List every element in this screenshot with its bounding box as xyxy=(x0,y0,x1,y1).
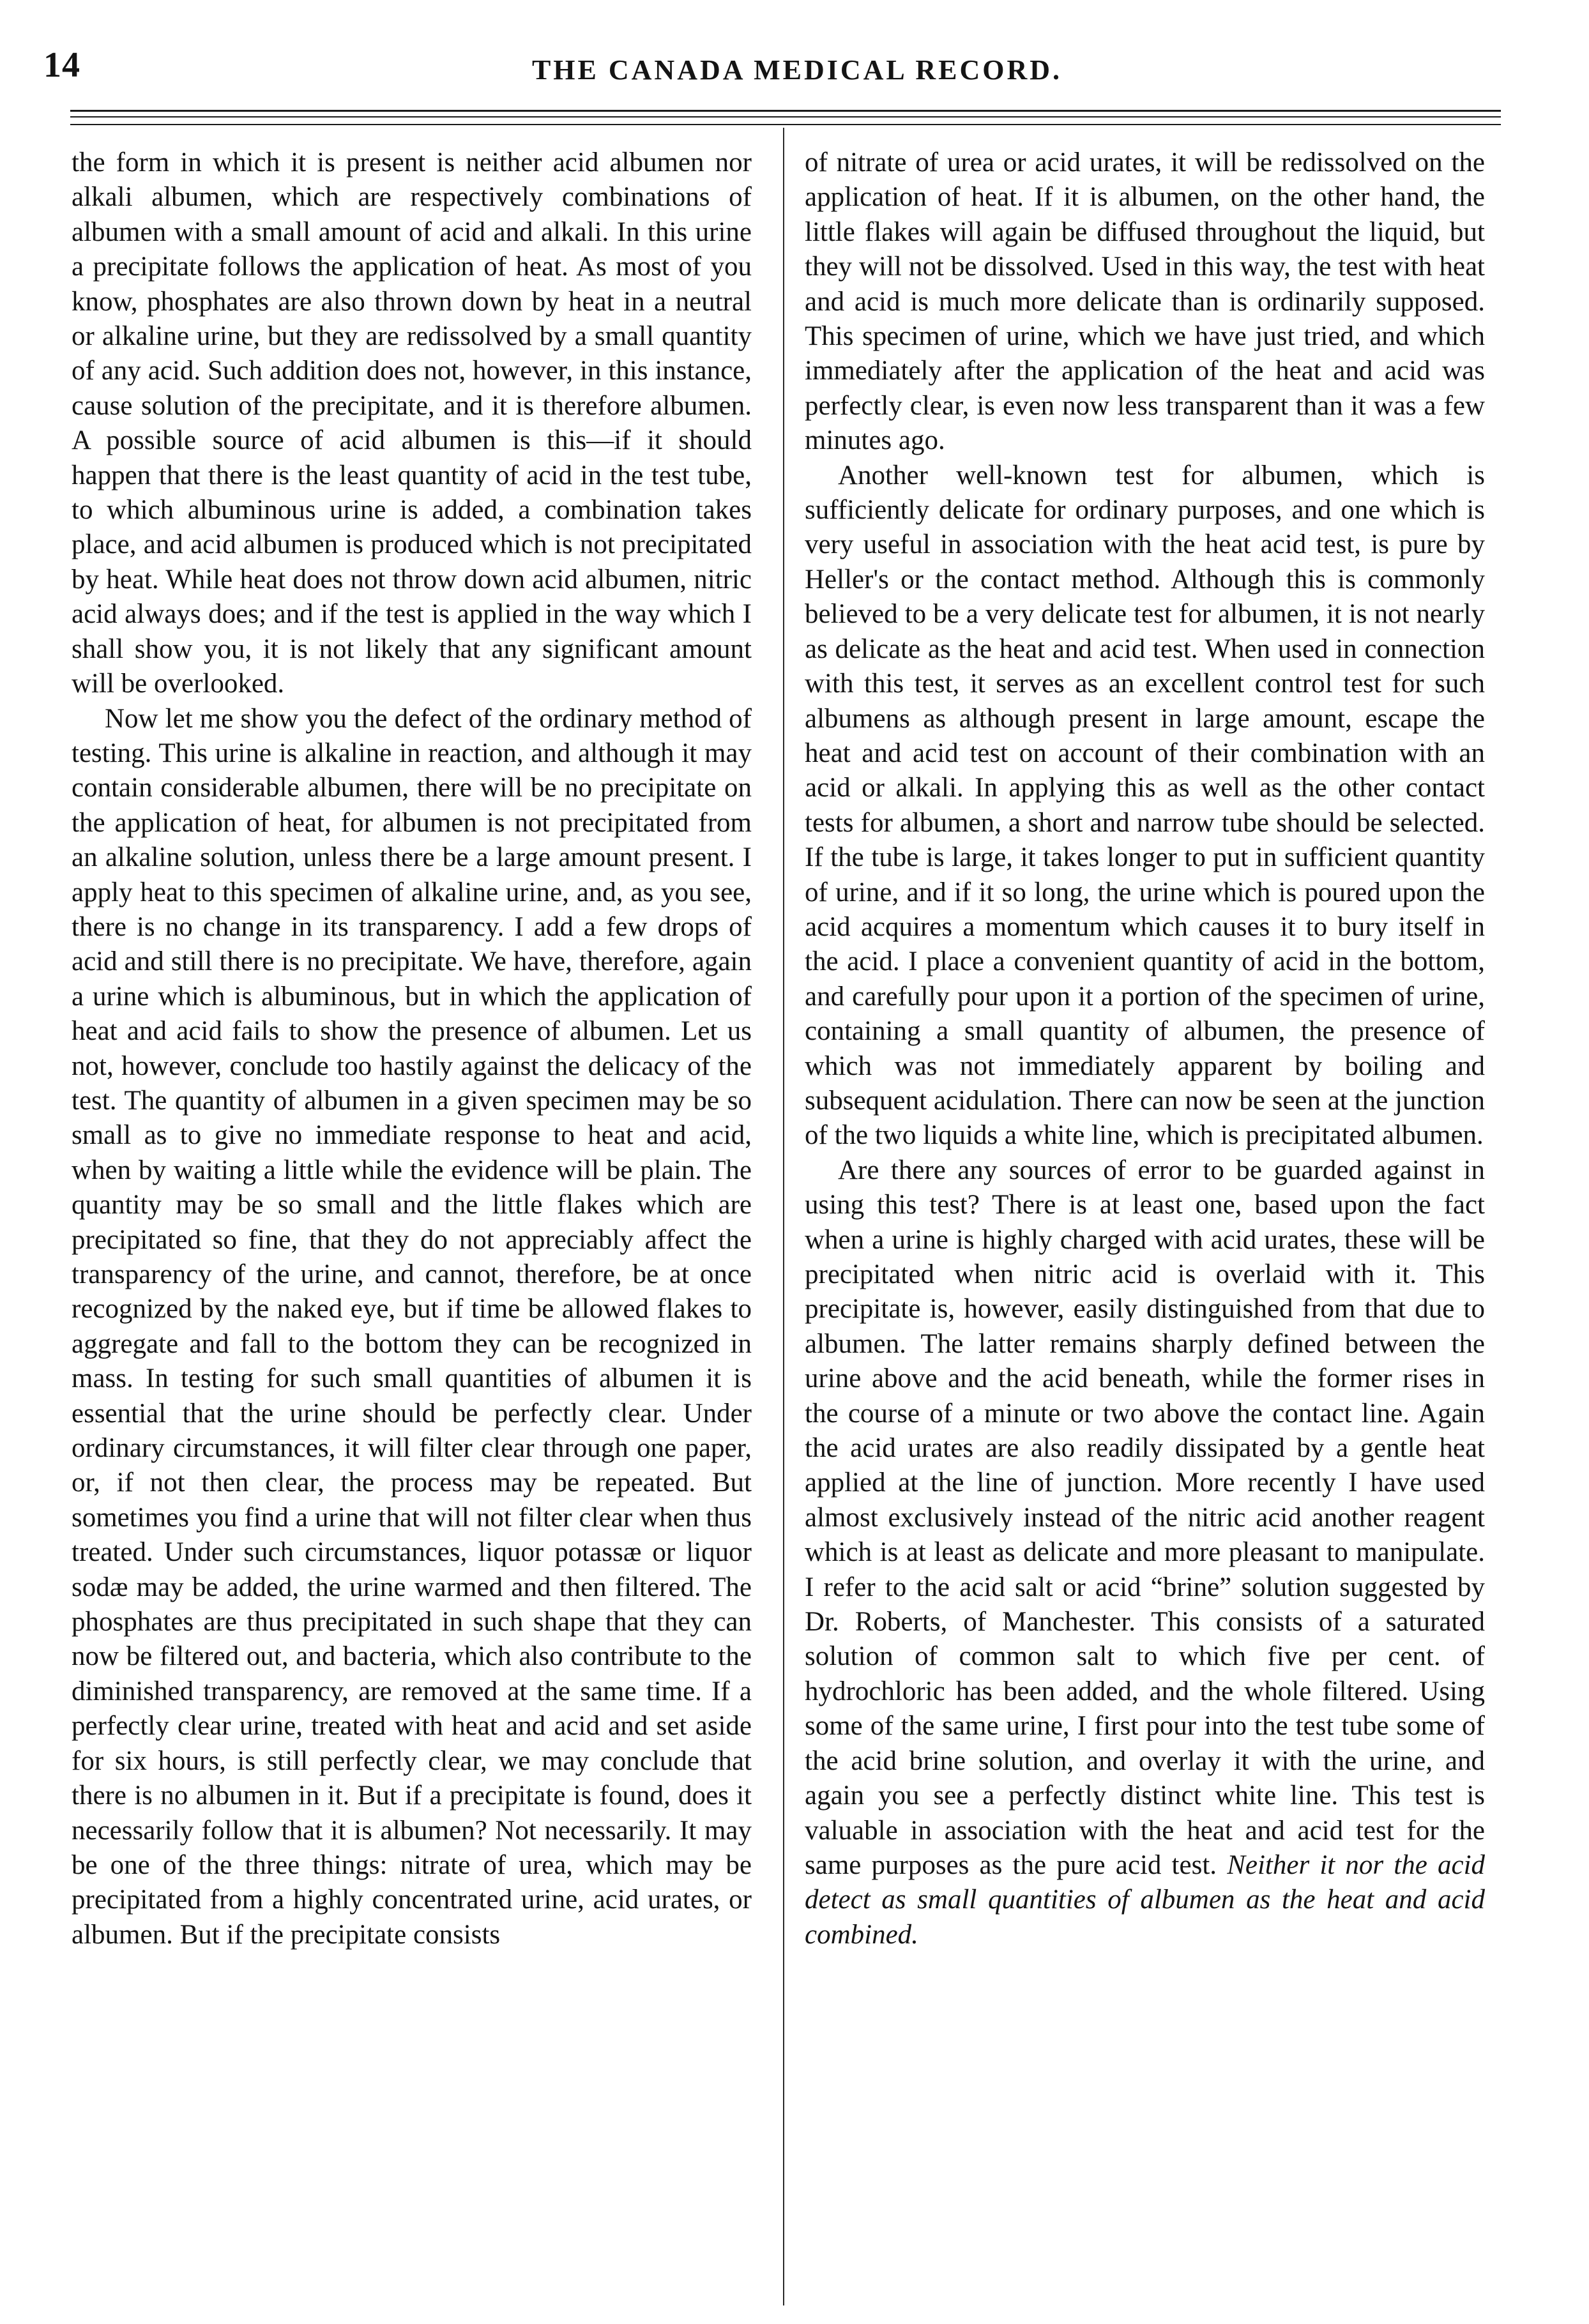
page-number: 14 xyxy=(43,45,80,85)
header-rule-top xyxy=(70,110,1501,112)
header-rule-middle xyxy=(70,116,1501,118)
column-divider xyxy=(783,128,784,2305)
right-paragraph-3-text: Are there any sources of error to be guarded against in using this test? There is at least one, based upon the fact when a urine is highly charged with acid urates, these will be precipitated when nitric acid is overlaid with it. This precipitate is, however, easily distinguished from that due to albumen. The latter remains sharply defined between the urine above and the acid beneath, while the former rises in the course of a minute or two above the contact line. Again the acid urates are also readily dissipated by a gentle heat applied at the line of junction. More recently I have used almost exclusively instead of the nitric acid another reagent which is at least as delicate and more pleasant to manipulate. I refer to the acid salt or acid “brine” solution suggested by Dr. Roberts, of Manchester. This consists of a saturated solution of common salt to which five per cent. of hydrochloric has been added, and the whole filtered. Using some of the same urine, I first pour into the test tube some of the acid brine solution, and overlay it with the urine, and again you see a perfectly distinct white line. This test is valuable in association with the heat and acid test for the same purposes as the pure acid test. xyxy=(805,1155,1485,1880)
right-paragraph-2: Another well-known test for albumen, which is sufficiently delicate for ordinary purposes, and one which is very useful in association with the heat acid test, is pure by Heller's or the contact method. Although this is commonly believed to be a very delicate test for albumen, it is not nearly as delicate as the heat and acid test. When used in connection with this test, it serves as an excellent control test for such albumens as although present in large amount, escape the heat and acid test on account of their combination with an acid or alkali. In applying this as well as the other contact tests for albumen, a short and narrow tube should be selected. If the tube is large, it takes longer to put in sufficient quantity of urine, and if it so long, the urine which is poured upon the acid acquires a momentum which causes it to bury itself in the acid. I place a convenient quantity of acid in the bottom, and carefully pour upon it a portion of the specimen of urine, containing a small quantity of albumen, the presence of which was not immediately apparent by boiling and subsequent acidulation. There can now be seen at the junction of the two liquids a white line, which is precipitated albumen. xyxy=(805,460,1485,1151)
right-paragraph-1: of nitrate of urea or acid urates, it will be redissolved on the application of heat. If it is albumen, on the other hand, the little flakes will again be diffused throughout the liquid, but they will not be dissolved. Used in this way, the test with heat and acid is much more delicate than is ordinarily supposed. This specimen of urine, which we have just tried, and which immediately after the application of the heat and acid was perfectly clear, is even now less transparent than it was a few minutes ago. xyxy=(805,148,1485,456)
left-paragraph-1: the form in which it is present is neither acid albumen nor alkali albumen, which are respectively combinations of albumen with a small amount of acid and alkali. In this urine a precipitate follows the application of heat. As most of you know, phosphates are also thrown down by heat in a neutral or alkaline urine, but they are redissolved by a small quantity of any acid. Such addition does not, however, in this instance, cause solution of the precipitate, and it is therefore albumen. A possible source of acid albumen is this—if it should happen that there is the least quantity of acid in the test tube, to which albuminous urine is added, a combination takes place, and acid albumen is produced which is not precipitated by heat. While heat does not throw down acid albumen, nitric acid always does; and if the test is applied in the way which I shall show you, it is not likely that any significant amount will be overlooked. xyxy=(72,148,752,699)
left-paragraph-2: Now let me show you the defect of the ordinary method of testing. This urine is alkaline in reaction, and although it may contain considerable albumen, there will be no precipitate on the application of heat, for albumen is not precipitated from an alkaline solution, unless there be a large amount present. I apply heat to this specimen of alkaline urine, and, as you see, there is no change in its transparency. I add a few drops of acid and still there is no precipitate. We have, therefore, again a urine which is albuminous, but in which the application of heat and acid fails to show the presence of albumen. Let us not, however, conclude too hastily against the delicacy of the test. The quantity of albumen in a given specimen may be so small as to give no immediate response to heat and acid, when by waiting a little while the evidence will be plain. The quantity may be so small and the little flakes which are precipitated so fine, that they do not appreciably affect the transparency of the urine, and cannot, therefore, be at once recognized by the naked eye, but if time be allowed flakes to aggregate and fall to the bottom they can be recognized in mass. In testing for such small quantities of albumen it is essential that the urine should be perfectly clear. Under ordinary circumstances, it will filter clear through one paper, or, if not then clear, the process may be repeated. But sometimes you find a urine that will not filter clear when thus treated. Under such circumstances, liquor potassæ or liquor sodæ may be added, the urine warmed and then filtered. The phosphates are thus precipitated in such shape that they can now be filtered out, and bacteria, which also contribute to the diminished transparency, are removed at the same time. If a perfectly clear urine, treated with heat and acid and set aside for six hours, is still perfectly clear, we may conclude that there is no albumen in it. But if a precipitate is found, does it necessarily follow that it is albumen? Not necessarily. It may be one of the three things: nitrate of urea, which may be precipitated from a highly concentrated urine, acid urates, or albumen. But if the precipitate consists xyxy=(72,703,752,1950)
page-header xyxy=(37,40,1557,91)
right-column xyxy=(805,146,1485,1952)
closing-italic-sentence: Neither it nor the acid detect as small quantities of albumen as the heat and acid combined. xyxy=(805,1849,1486,1950)
right-paragraph-3 xyxy=(805,1153,1485,1952)
header-rule-bottom xyxy=(70,124,1501,125)
left-column xyxy=(72,146,752,1952)
running-title: THE CANADA MEDICAL RECORD. xyxy=(531,54,1063,86)
